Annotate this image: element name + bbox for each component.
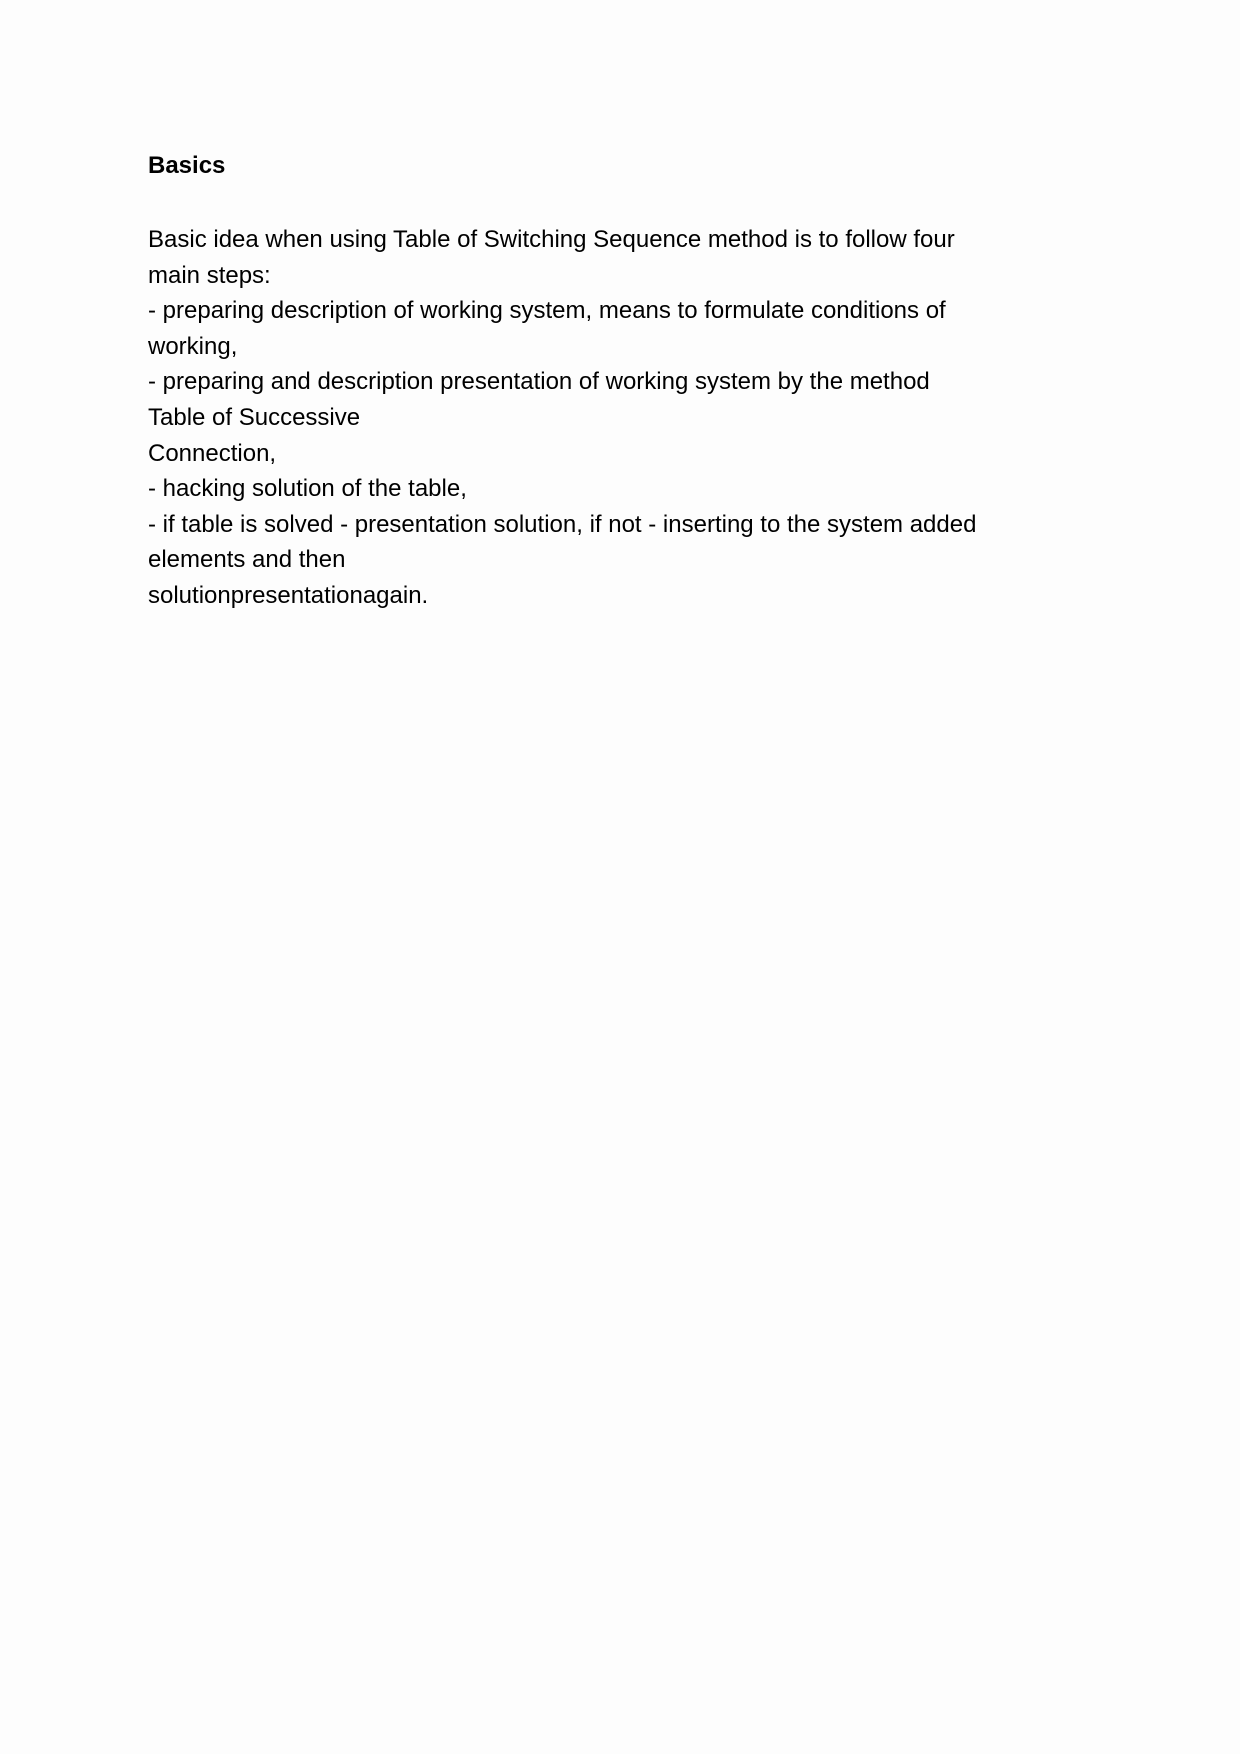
text-line: Basic idea when using Table of Switching Sequence method is to follow four: [148, 226, 955, 253]
text-line: solutionpresentationagain.: [148, 581, 429, 609]
body-paragraph: [148, 222, 1108, 614]
text-line: - preparing description of working system, means to formulate conditions of: [148, 297, 946, 325]
text-line: elements and then: [148, 546, 346, 574]
text-line: - if table is solved - presentation solution, if not - inserting to the system added: [148, 510, 977, 538]
text-line: - hacking solution of the table,: [148, 475, 467, 503]
text-line: main steps:: [148, 261, 271, 289]
section-heading: Basics: [148, 152, 226, 179]
text-line: Connection,: [148, 439, 277, 467]
text-line: - preparing and description presentation of working system by the method: [148, 368, 930, 396]
text-line: working,: [148, 332, 238, 360]
text-line: Table of Successive: [148, 403, 361, 431]
